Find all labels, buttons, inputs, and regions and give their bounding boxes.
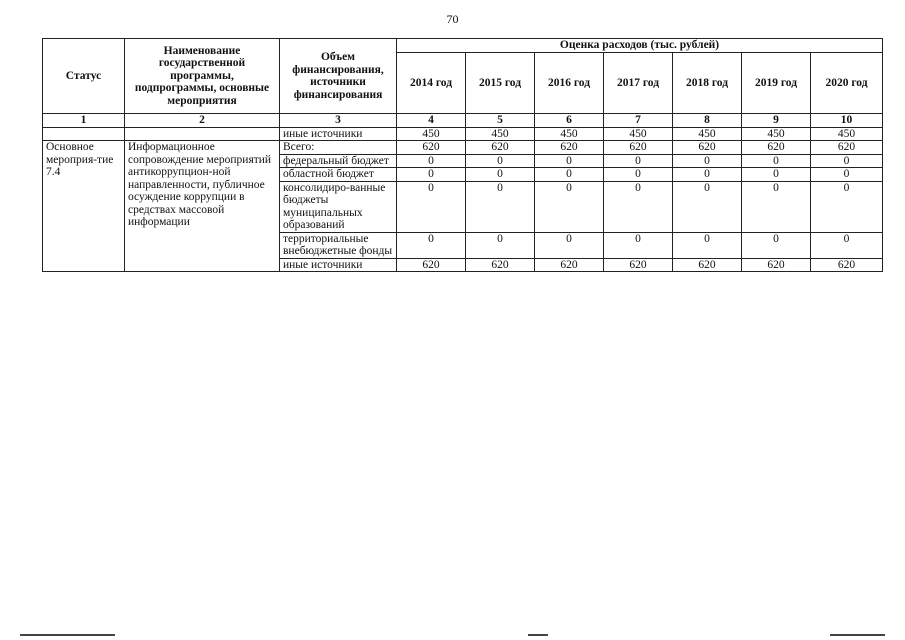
value-cell: 0 [535,181,604,232]
header-year: 2016 год [535,52,604,113]
value-cell: 450 [673,127,742,141]
header-year: 2014 год [397,52,466,113]
funding-source: Всего: [280,141,397,155]
carry-status-cell [43,127,125,141]
value-cell: 0 [673,168,742,182]
column-number: 9 [742,114,811,128]
column-number: 1 [43,114,125,128]
value-cell: 0 [811,168,883,182]
scan-edge-mark [20,634,115,636]
value-cell: 0 [535,168,604,182]
funding-source: консолидиро-ванные бюджеты муниципальных образований [280,181,397,232]
funding-source: областной бюджет [280,168,397,182]
header-status: Статус [43,39,125,114]
header-year: 2017 год [604,52,673,113]
header-year: 2019 год [742,52,811,113]
funding-source: федеральный бюджет [280,154,397,168]
value-cell: 620 [673,141,742,155]
value-cell: 620 [673,258,742,272]
page-number: 70 [446,12,459,26]
column-number: 7 [604,114,673,128]
value-cell: 0 [673,181,742,232]
value-cell: 0 [397,232,466,258]
scan-edge-mark [528,634,548,636]
value-cell: 620 [742,141,811,155]
column-number-row [43,114,883,128]
value-cell: 0 [466,154,535,168]
header-row-top [43,39,883,53]
value-cell: 0 [466,168,535,182]
value-cell: 0 [811,154,883,168]
header-year: 2015 год [466,52,535,113]
value-cell: 0 [604,168,673,182]
value-cell: 0 [397,154,466,168]
value-cell: 0 [604,232,673,258]
value-cell: 450 [535,127,604,141]
value-cell: 620 [742,258,811,272]
column-number: 10 [811,114,883,128]
scan-edge-mark [830,634,885,636]
value-cell: 0 [673,232,742,258]
value-cell: 0 [604,181,673,232]
value-cell: 620 [604,258,673,272]
value-cell: 620 [397,258,466,272]
value-cell: 0 [673,154,742,168]
header-year: 2020 год [811,52,883,113]
value-cell: 620 [397,141,466,155]
value-cell: 0 [466,232,535,258]
value-cell: 620 [604,141,673,155]
activity-name: Информационное сопровождение мероприятий антикоррупцион-ной направленности, публичное осуждение коррупции в средствах массовой информации [125,141,280,272]
activity-row-total [43,141,883,155]
activity-status: Основное мероприя-тие 7.4 [43,141,125,272]
column-number: 2 [125,114,280,128]
value-cell: 450 [811,127,883,141]
value-cell: 0 [535,154,604,168]
header-funding: Объем финансирования, источники финансирования [280,39,397,114]
carry-row [43,127,883,141]
value-cell: 450 [742,127,811,141]
value-cell: 0 [535,232,604,258]
column-number: 8 [673,114,742,128]
value-cell: 450 [604,127,673,141]
value-cell: 620 [811,258,883,272]
column-number: 6 [535,114,604,128]
value-cell: 0 [742,181,811,232]
funding-source: территориальные внебюджетные фонды [280,232,397,258]
value-cell: 620 [466,141,535,155]
value-cell: 0 [604,154,673,168]
funding-source: иные источники [280,258,397,272]
header-year: 2018 год [673,52,742,113]
value-cell: 0 [742,168,811,182]
value-cell: 620 [466,258,535,272]
value-cell: 0 [811,181,883,232]
value-cell: 0 [742,154,811,168]
value-cell: 620 [535,258,604,272]
header-estimate: Оценка расходов (тыс. рублей) [397,39,883,53]
value-cell: 0 [811,232,883,258]
budget-table [42,38,883,272]
funding-source: иные источники [280,127,397,141]
value-cell: 450 [466,127,535,141]
value-cell: 0 [466,181,535,232]
value-cell: 620 [535,141,604,155]
column-number: 4 [397,114,466,128]
column-number: 5 [466,114,535,128]
value-cell: 0 [397,168,466,182]
value-cell: 450 [397,127,466,141]
header-program-name: Наименование государственной программы, подпрограммы, основные мероприятия [125,39,280,114]
value-cell: 0 [742,232,811,258]
value-cell: 620 [811,141,883,155]
carry-name-cell [125,127,280,141]
value-cell: 0 [397,181,466,232]
column-number: 3 [280,114,397,128]
